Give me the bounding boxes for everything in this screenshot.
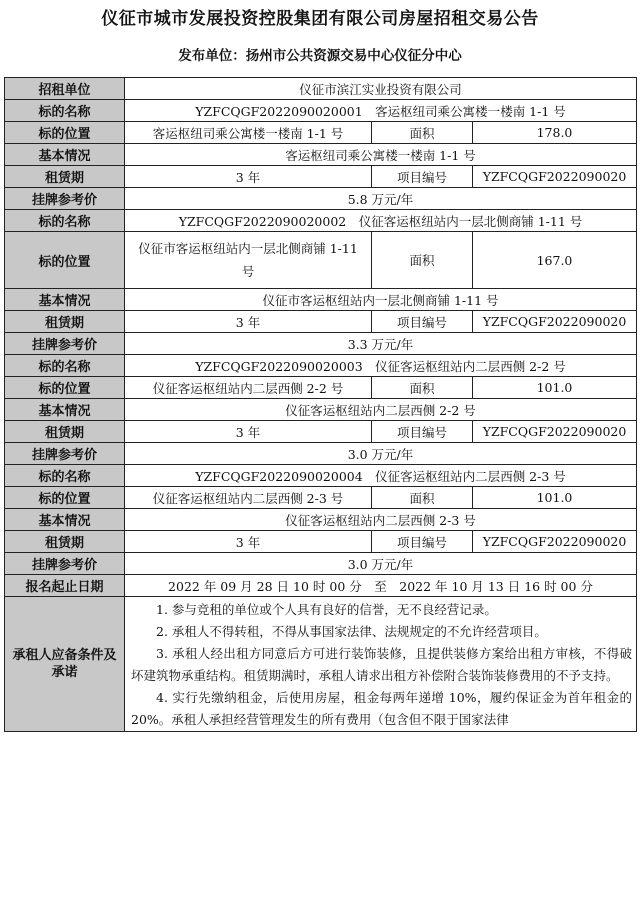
lot-location: 仪征市客运枢纽站内一层北侧商铺 1-11 号	[125, 232, 372, 289]
label-area: 面积	[372, 122, 473, 144]
condition-item: 2. 承租人不得转租，不得从事国家法律、法规规定的不允许经营项目。	[156, 624, 547, 639]
lot-3-price-row	[5, 443, 637, 465]
label-basic-info: 基本情况	[5, 289, 125, 311]
label-lease-term: 租赁期	[5, 311, 125, 333]
label-ref-price: 挂牌参考价	[5, 333, 125, 355]
lot-1-price-row	[5, 188, 637, 210]
lot-basic-info: 仪征客运枢纽站内二层西侧 2-3 号	[125, 509, 637, 531]
lot-area: 178.0	[473, 122, 637, 144]
lot-name: YZFCQGF2022090020004 仪征客运枢纽站内二层西侧 2-3 号	[125, 465, 637, 487]
lot-project-no: YZFCQGF2022090020	[473, 421, 637, 443]
lot-3-location-row	[5, 377, 637, 399]
label-lease-term: 租赁期	[5, 531, 125, 553]
lot-basic-info: 仪征市客运枢纽站内一层北侧商铺 1-11 号	[125, 289, 637, 311]
label-item-location: 标的位置	[5, 232, 125, 289]
lot-2-location-row	[5, 232, 637, 289]
lot-3-name-row	[5, 355, 637, 377]
label-basic-info: 基本情况	[5, 144, 125, 166]
label-area: 面积	[372, 377, 473, 399]
lot-4-term-row	[5, 531, 637, 553]
lot-ref-price: 3.0 万元/年	[125, 553, 637, 575]
label-lease-term: 租赁期	[5, 421, 125, 443]
label-area: 面积	[372, 487, 473, 509]
lot-2-name-row	[5, 210, 637, 232]
lot-2-basic-row	[5, 289, 637, 311]
lot-basic-info: 客运枢纽司乘公寓楼一楼南 1-1 号	[125, 144, 637, 166]
registration-period: 2022 年 09 月 28 日 10 时 00 分 至 2022 年 10 月 13 日 16 时 00 分	[125, 575, 637, 597]
label-item-location: 标的位置	[5, 487, 125, 509]
lot-area: 167.0	[473, 232, 637, 289]
label-ref-price: 挂牌参考价	[5, 443, 125, 465]
lot-4-location-row	[5, 487, 637, 509]
lot-area: 101.0	[473, 377, 637, 399]
label-item-name: 标的名称	[5, 100, 125, 122]
label-project-no: 项目编号	[372, 531, 473, 553]
label-item-name: 标的名称	[5, 465, 125, 487]
label-item-location: 标的位置	[5, 377, 125, 399]
lot-4-price-row	[5, 553, 637, 575]
label-item-name: 标的名称	[5, 355, 125, 377]
lot-location: 仪征客运枢纽站内二层西侧 2-3 号	[125, 487, 372, 509]
lot-project-no: YZFCQGF2022090020	[473, 311, 637, 333]
lot-ref-price: 3.3 万元/年	[125, 333, 637, 355]
lot-1-basic-row	[5, 144, 637, 166]
lot-1-name-row	[5, 100, 637, 122]
conditions-row	[5, 597, 637, 732]
label-project-no: 项目编号	[372, 166, 473, 188]
lot-3-term-row	[5, 421, 637, 443]
row-lessor	[5, 78, 637, 100]
lot-location: 客运枢纽司乘公寓楼一楼南 1-1 号	[125, 122, 372, 144]
lot-lease-term: 3 年	[125, 531, 372, 553]
label-conditions: 承租人应备条件及承诺	[5, 597, 125, 732]
condition-item: 3. 承租人经出租方同意后方可进行装饰装修，且提供装修方案给出租方审核，不得破坏建筑物承重结构。租赁期满时，承租人请求出租方补偿附合装饰装修费用的不予支持。	[131, 646, 632, 683]
lot-ref-price: 5.8 万元/年	[125, 188, 637, 210]
lot-1-location-row	[5, 122, 637, 144]
label-registration-period: 报名起止日期	[5, 575, 125, 597]
lot-lease-term: 3 年	[125, 311, 372, 333]
lot-2-term-row	[5, 311, 637, 333]
label-item-location: 标的位置	[5, 122, 125, 144]
label-ref-price: 挂牌参考价	[5, 188, 125, 210]
lot-basic-info: 仪征客运枢纽站内二层西侧 2-2 号	[125, 399, 637, 421]
label-ref-price: 挂牌参考价	[5, 553, 125, 575]
conditions-text	[125, 597, 637, 732]
lot-name: YZFCQGF2022090020001 客运枢纽司乘公寓楼一楼南 1-1 号	[125, 100, 637, 122]
condition-item: 4. 实行先缴纳租金，后使用房屋，租金每两年递增 10%，履约保证金为首年租金的 20%。承租人承担经营管理发生的所有费用（包含但不限于国家法律	[131, 690, 632, 727]
lot-4-name-row	[5, 465, 637, 487]
lot-location: 仪征客运枢纽站内二层西侧 2-2 号	[125, 377, 372, 399]
label-basic-info: 基本情况	[5, 399, 125, 421]
lot-2-price-row	[5, 333, 637, 355]
lot-area: 101.0	[473, 487, 637, 509]
page-title: 仪征市城市发展投资控股集团有限公司房屋招租交易公告	[101, 9, 539, 29]
lot-1-term-row	[5, 166, 637, 188]
label-lessor: 招租单位	[5, 78, 125, 100]
condition-item: 1. 参与竞租的单位或个人具有良好的信誉，无不良经营记录。	[156, 602, 497, 617]
label-basic-info: 基本情况	[5, 509, 125, 531]
label-project-no: 项目编号	[372, 311, 473, 333]
registration-row	[5, 575, 637, 597]
lot-ref-price: 3.0 万元/年	[125, 443, 637, 465]
lessor-value: 仪征市滨江实业投资有限公司	[125, 78, 637, 100]
lot-lease-term: 3 年	[125, 421, 372, 443]
notice-table	[4, 77, 637, 732]
lot-project-no: YZFCQGF2022090020	[473, 166, 637, 188]
lot-name: YZFCQGF2022090020002 仪征客运枢纽站内一层北侧商铺 1-11 号	[125, 210, 637, 232]
lot-name: YZFCQGF2022090020003 仪征客运枢纽站内二层西侧 2-2 号	[125, 355, 637, 377]
publisher-line: 发布单位：扬州市公共资源交易中心仪征分中心	[178, 48, 462, 64]
lot-project-no: YZFCQGF2022090020	[473, 531, 637, 553]
lot-3-basic-row	[5, 399, 637, 421]
lot-4-basic-row	[5, 509, 637, 531]
label-item-name: 标的名称	[5, 210, 125, 232]
label-lease-term: 租赁期	[5, 166, 125, 188]
label-project-no: 项目编号	[372, 421, 473, 443]
lot-lease-term: 3 年	[125, 166, 372, 188]
label-area: 面积	[372, 232, 473, 289]
